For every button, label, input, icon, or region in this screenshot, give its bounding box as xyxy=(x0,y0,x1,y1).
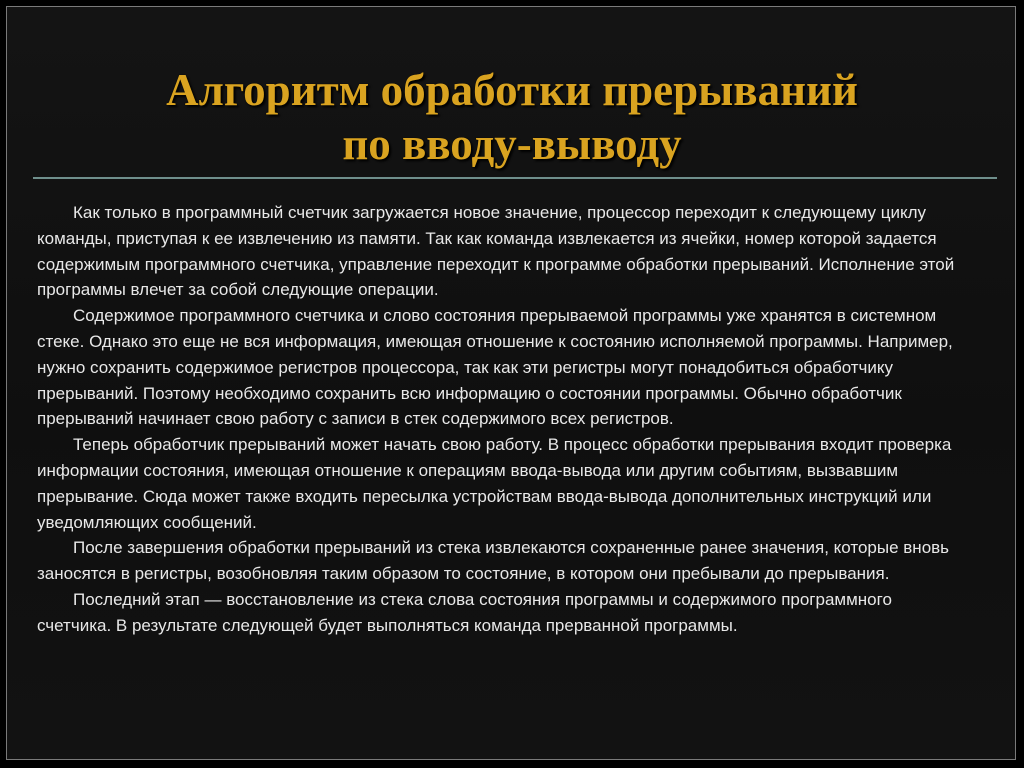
title-divider xyxy=(33,177,997,179)
slide-title-line-1: Алгоритм обработки прерываний xyxy=(166,65,858,115)
slide-title-line-2: по вводу-выводу xyxy=(342,119,682,169)
paragraph-2: Содержимое программного счетчика и слово состояния прерываемой программы уже хранятся в системном стеке. Однако это еще не вся информация, имеющая отношение к состоянию исполняемой программы. Например, нужно сохранить содержимое регистров процессора, так как эти регистры могут понадобиться обработчику прерываний. Поэтому необходимо сохранить всю информацию о состоянии программы. Обычно обработчик прерываний начинает свою работу с записи в стек содержимого всех регистров. xyxy=(37,306,953,429)
slide xyxy=(6,6,1016,760)
paragraph-3: Теперь обработчик прерываний может начать свою работу. В процесс обработки прерывания входит проверка информации состояния, имеющая отношение к операциям ввода-вывода или другим событиям, вызвавшим прерывание. Сюда может также входить пересылка устройствам ввода-вывода дополнительных инструкций или уведомляющих сообщений. xyxy=(37,435,952,532)
slide-title xyxy=(7,63,1017,171)
slide-body xyxy=(37,200,967,639)
paragraph-1: Как только в программный счетчик загружается новое значение, процессор переходит к следующему циклу команды, приступая к ее извлечению из памяти. Так как команда извлекается из ячейки, номер которой задается содержимым программного счетчика, управление переходит к программе обработки прерываний. Исполнение этой программы влечет за собой следующие операции. xyxy=(37,203,955,300)
paragraph-5: Последний этап — восстановление из стека слова состояния программы и содержимого программного счетчика. В результате следующей будет выполняться команда прерванной программы. xyxy=(37,589,892,635)
paragraph-4: После завершения обработки прерываний из стека извлекаются сохраненные ранее значения, которые вновь заносятся в регистры, возобновляя таким образом то состояние, в котором они пребывали до прерывания. xyxy=(37,538,950,584)
